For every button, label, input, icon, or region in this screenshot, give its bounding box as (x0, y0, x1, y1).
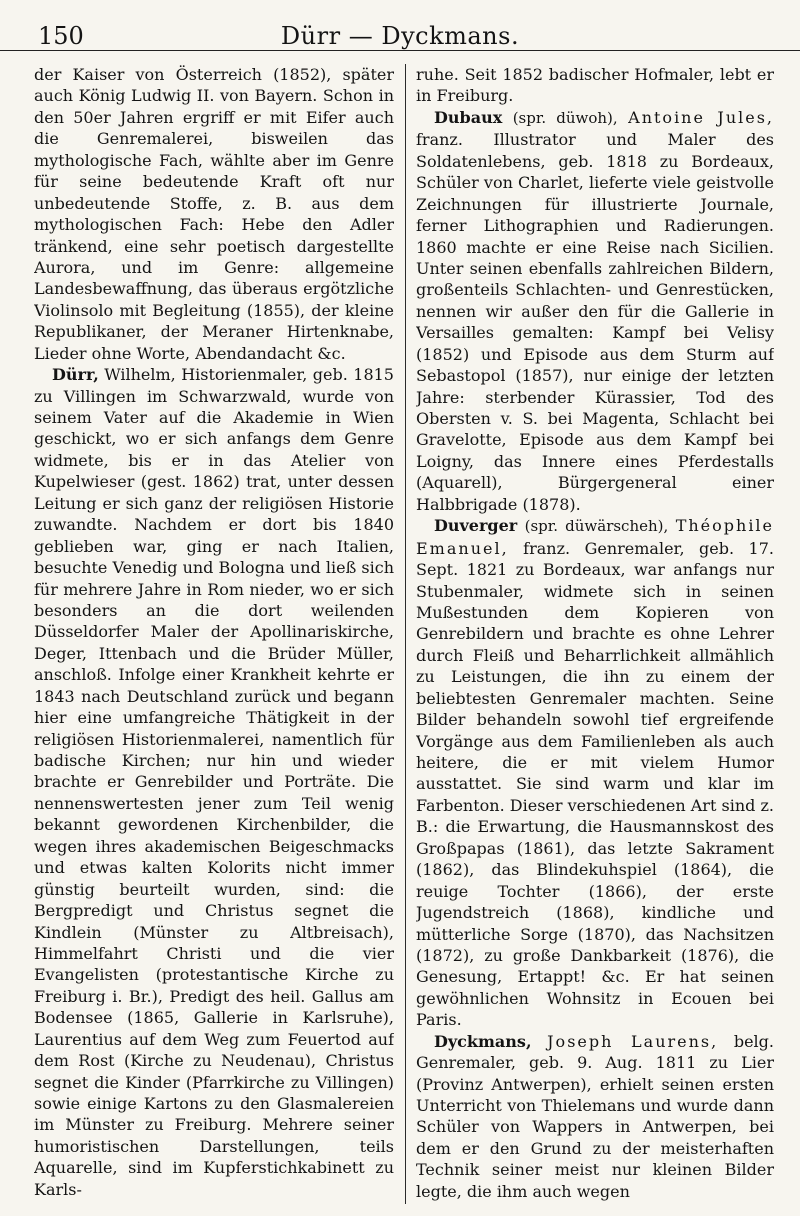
durr-text: Historienmaler, geb. 1815 zu Villingen im Schwarzwald, wurde von seinem Vater auf die Akademie in Wien geschickt, wo er sich anfangs dem Genre widmete, bis er in das Atelier von Kupelwieser (gest. 1862) trat, unter dessen Leitung er sich ganz der religiösen Historie zuwandte. Nachdem er dort bis 1840 geblieben war, ging er nach Italien, besuchte Venedig und Bologna und ließ sich für mehrere Jahre in Rom nieder, wo er sich besonders an die dort weilenden Düsseldorfer Maler der Apollinariskirche, Deger, Ittenbach und die Brüder Müller, anschloß. Infolge einer Krankheit kehrte er 1843 nach Deutschland zurück und begann hier eine umfangreiche Thätigkeit in der religiösen Historienmalerei, namentlich für badische Kirchen; nur hin und wieder brachte er Genrebilder und Porträte. Die nennenswertesten jener zum Teil wenig bekannt gewordenen Kirchenbilder, die wegen ihres akademischen Beigeschmacks und etwas kalten Kolorits nicht immer günstig beurteilt wurden, sind: die Bergpredigt und Christus segnet die Kindlein (Münster zu Altbreisach), Himmelfahrt Christi und die vier Evangelisten (protestantische Kirche zu Freiburg i. Br.), Predigt des heil. Gallus am Bodensee (1865, Gallerie in Karlsruhe), Laurentius auf dem Weg zum Feuertod auf dem Rost (Kirche zu Neudenau), Christus segnet die Kinder (Pfarrkirche zu Villingen) sowie einige Kartons zu den Glasmalereien im Münster zu Freiburg. Mehrere seiner humoristischen Darstellungen, teils Aquarelle, sind im Kupferstichkabinett zu Karls- (34, 365, 394, 1199)
entry-duverger (416, 515, 774, 1031)
headword-durr: Dürr, (52, 365, 99, 385)
duverger-text: franz. Genremaler, geb. 17. Sept. 1821 zu Bordeaux, war anfangs nur Stubenmaler, widmete sich in seinen Mußestunden dem Kopieren von Genrebildern und brachte es ohne Lehrer durch Fleiß und Beharrlichkeit allmählich zu Leistungen, die ihn zu einem der beliebtesten Genremaler machten. Seine Bilder behandeln sowohl tief ergreifende Vorgänge aus dem Familienleben als auch heitere, die er mit vielem Humor ausstattet. Sie sind warm und klar im Farbenton. Dieser verschiedenen Art sind z. B.: die Erwartung, die Hausmannskost des Großpapas (1861), das letzte Sakrament (1862), das Blindekuhspiel (1864), die reuige Tochter (1866), der erste Jugendstreich (1868), kindliche und mütterliche Sorge (1870), das Nachsitzen (1872), zu große Dankbarkeit (1876), die Genesung, Ertappt! &c. Er hat seinen gewöhnlichen Wohnsitz in Ecouen bei Paris. (416, 538, 774, 1030)
continued-entry-text: der Kaiser von Österreich (1852), später auch König Ludwig II. von Bayern. Schon in den 50er Jahren ergriff er mit Eifer auch die Genremalerei, bisweilen das mythologische Fach, wählte aber im Genre für seine bedeutende Kraft oft nur unbedeutende Stoffe, z. B. aus dem mythologischen Fach: Hebe den Adler tränkend, eine sehr poetisch dargestellte Aurora, und im Genre: allgemeine Landesbewaffnung, das überaus ergötzliche Violinsolo mit Begleitung (1855), der kleine Republikaner, der Meraner Hirtenknabe, Lieder ohne Worte, Abendandacht &c. (34, 65, 394, 363)
column-divider (405, 64, 406, 1204)
entry-dubaux (416, 107, 774, 515)
dubaux-pronunciation: (spr. düwoh), (512, 108, 618, 127)
duverger-pronunciation: (spr. düwärscheh), (524, 517, 669, 536)
continued-entry-end: ruhe. Seit 1852 badischer Hofmaler, lebt er in Freiburg. (416, 65, 774, 106)
headword-dyckmans: Dyckmans, (434, 1031, 532, 1051)
right-column (416, 64, 774, 1204)
headword-dubaux: Dubaux (434, 107, 503, 127)
entry-dyckmans (416, 1031, 774, 1203)
left-column (34, 64, 394, 1204)
duverger-given-name: Théophile Emanuel, (416, 516, 774, 558)
page-header (0, 14, 800, 51)
dubaux-text: franz. Illustrator und Maler des Soldatenlebens, geb. 1818 zu Bordeaux, Schüler von Charlet, lieferte viele geistvolle Zeichnungen für illustrierte Journale, ferner Lithographien und Radierungen. 1860 machte er eine Reise nach Sicilien. Unter seinen ebenfalls zahlreichen Bildern, großenteils Schlachten- und Genrestücken, nennen wir außer den für die Gallerie in Versailles gemalten: Kampf bei Velisy (1852) und Episode aus dem Sturm auf Sebastopol (1857), nur einige der letzten Jahre: sterbender Kürassier, Tod des Obersten v. S. bei Magenta, Schlacht bei Gravelotte, Episode aus dem Kampf bei Loigny, das Innere eines Pferdestalls (Aquarell), Bürgergeneral einer Halbbrigade (1878). (416, 130, 774, 514)
headword-duverger: Duverger (434, 516, 518, 536)
dyckmans-given-name: Joseph Laurens, (547, 1031, 719, 1051)
running-head: Dürr — Dyckmans. (280, 22, 520, 50)
durr-given-name: Wilhelm, (104, 365, 176, 385)
dubaux-given-name: Antoine Jules, (628, 107, 774, 127)
page-number: 150 (38, 22, 84, 50)
dyckmans-text: belg. Genremaler, geb. 9. Aug. 1811 zu Lier (Provinz Antwerpen), erhielt seinen ersten Unterricht von Thielemans und wurde dann Schüler von Wappers in Antwerpen, bei dem er den Grund zu der meisterhaften Technik seiner meist nur kleinen Bilder legte, die ihm auch wegen (416, 1031, 774, 1201)
entry-durr (34, 364, 394, 1200)
